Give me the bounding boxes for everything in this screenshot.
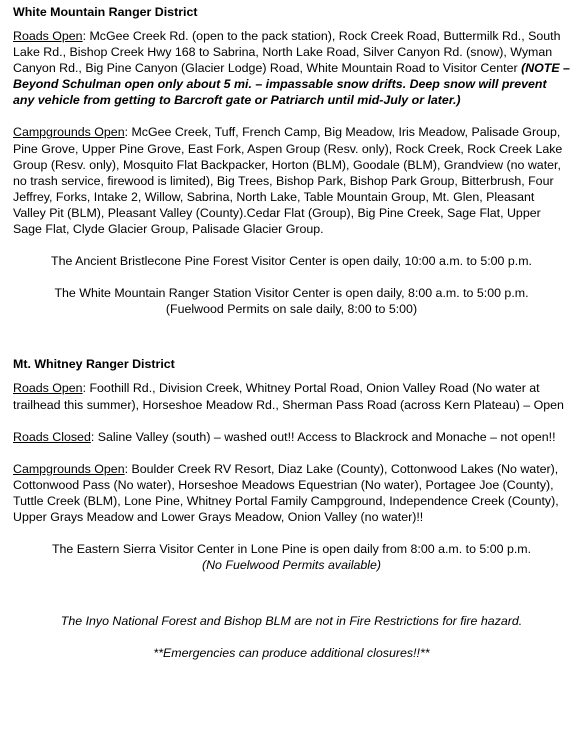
mt-whitney-roads-open bbox=[13, 380, 570, 412]
campgrounds-open-label: Campgrounds Open bbox=[13, 461, 125, 476]
campgrounds-open-text: : Boulder Creek RV Resort, Diaz Lake (County), Cottonwood Lakes (No water), Cottonwood Pass (No water), Horseshoe Meadows Equestrian (No water), Portagee Joe (County), Tuttle Creek (BLM), Lone Pine, Whitney Portal Family Campground, Independence Creek (County), Upper Grays Meadow and Lower Grays Meadow, Onion Valley (no water)!! bbox=[13, 461, 559, 524]
white-mountain-heading: White Mountain Ranger District bbox=[13, 5, 198, 19]
roads-open-note: (NOTE –Beyond Schulman open only about 5 mi. – impassable snow drifts. Deep snow will prevent any vehicle from getting to Barcroft gate or Patriarch until mid-July or later.) bbox=[13, 61, 570, 108]
mt-whitney-section bbox=[13, 356, 570, 573]
fire-restrictions-notice: The Inyo National Forest and Bishop BLM are not in Fire Restrictions for fire hazard. bbox=[60, 614, 523, 629]
fuelwood-permits-notice: (Fuelwood Permits on sale daily, 8:00 to 5:00) bbox=[165, 302, 418, 317]
footer-notes bbox=[13, 613, 570, 661]
white-mountain-roads-open bbox=[13, 28, 570, 108]
mt-whitney-heading: Mt. Whitney Ranger District bbox=[13, 357, 175, 372]
white-mountain-campgrounds bbox=[13, 124, 570, 237]
roads-closed-label: Roads Closed bbox=[13, 429, 91, 444]
station-visitor-center-notice: The White Mountain Ranger Station Visitor Center is open daily, 8:00 a.m. to 5:00 p.m. bbox=[54, 286, 529, 301]
conditions-report bbox=[13, 4, 570, 661]
eastern-sierra-visitor-center-notice: The Eastern Sierra Visitor Center in Lone Pine is open daily from 8:00 a.m. to 5:00 p.m. bbox=[51, 542, 532, 557]
campgrounds-open-label: Campgrounds Open bbox=[13, 125, 125, 140]
mt-whitney-campgrounds bbox=[13, 461, 570, 525]
bristlecone-visitor-center-notice: The Ancient Bristlecone Pine Forest Visitor Center is open daily, 10:00 a.m. to 5:00 p.m. bbox=[51, 254, 532, 269]
roads-open-label: Roads Open bbox=[13, 381, 83, 396]
emergencies-notice: **Emergencies can produce additional closures!!** bbox=[153, 646, 430, 661]
mt-whitney-roads-closed bbox=[13, 429, 570, 445]
campgrounds-open-text: : McGee Creek, Tuff, French Camp, Big Meadow, Iris Meadow, Palisade Group, Pine Grove, Upper Pine Grove, East Fork, Aspen Group (Resv. only), Rock Creek, Rock Creek Lake Group (Resv. only), Mosquito Flat Backpacker, Horton (BLM), Goodale (BLM), Grandview (no water, no trash service, firewood is limited), Big Trees, Bishop Park, Bishop Park Group, Bitterbrush, Four Jeffrey, Forks, Intake 2, Willow, Sabrina, North Lake, Table Mountain Group, Mt. Glen, Pleasant Valley Pit (BLM), Pleasant Valley (County).Cedar Flat (Group), Big Pine Creek, Sage Flat, Upper Sage Flat, Clyde Glacier Group, Palisade Glacier Group. bbox=[13, 125, 563, 237]
white-mountain-section bbox=[13, 4, 570, 317]
roads-closed-text: : Saline Valley (south) – washed out!! Access to Blackrock and Monache – not open!! bbox=[90, 429, 556, 444]
roads-open-text: : Foothill Rd., Division Creek, Whitney Portal Road, Onion Valley Road (No water at trailhead this summer), Horseshoe Meadow Rd., Sherman Pass Road (across Kern Plateau) – Open bbox=[13, 381, 564, 412]
no-fuelwood-permits-notice: (No Fuelwood Permits available) bbox=[201, 558, 382, 573]
roads-open-label: Roads Open bbox=[13, 29, 83, 43]
roads-open-text: : McGee Creek Rd. (open to the pack station), Rock Creek Road, Buttermilk Rd., South Lake Rd., Bishop Creek Hwy 168 to Sabrina, North Lake Road, Silver Canyon Rd. (snow), Wyman Canyon Rd., Big Pine Canyon (Glacier Lodge) Road, White Mountain Road to Visitor Center bbox=[13, 29, 561, 76]
